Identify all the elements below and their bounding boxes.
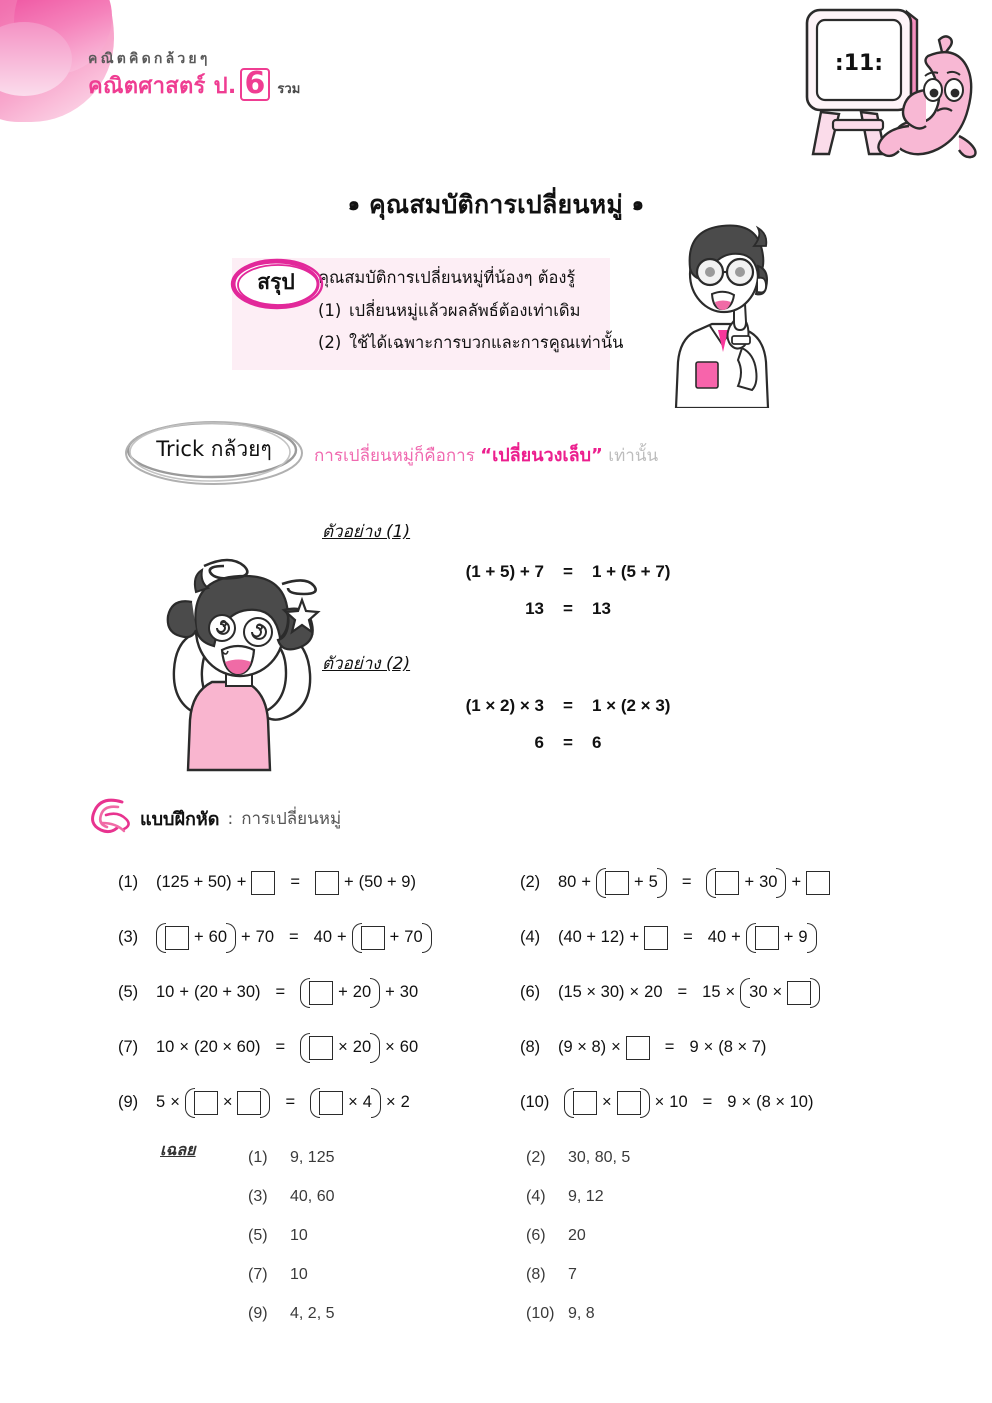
answer-entry (248, 1227, 526, 1245)
answer-row (248, 1216, 880, 1255)
dizzy-girl-illustration (160, 552, 330, 779)
problem-7-num: (7) (118, 1038, 139, 1056)
answer-row (248, 1255, 880, 1294)
operator: × (725, 983, 736, 1001)
answer-blank[interactable] (806, 871, 830, 895)
term: 10 (156, 983, 175, 1001)
banana-mascot-with-whiteboard (799, 4, 984, 181)
problem-row (118, 965, 908, 1020)
summary-badge (228, 258, 324, 310)
paren-group (596, 871, 667, 895)
problem-3-expression (156, 926, 432, 950)
answer-blank[interactable] (715, 871, 739, 895)
summary-item-2-text: ใช้ได้เฉพาะการบวกและการคูณเท่านั้น (349, 333, 624, 352)
operator: × (348, 1093, 358, 1111)
equals-sign: = (275, 983, 286, 1001)
trick-prefix: การเปลี่ยนหมู่ก็คือการ (314, 446, 481, 466)
operator: + (581, 873, 591, 891)
operator: × (703, 1038, 714, 1056)
term: 15 (702, 983, 721, 1001)
paren-group (310, 1091, 381, 1115)
operator: + (338, 983, 348, 1001)
answer-entry (526, 1149, 804, 1167)
summary-item-1-num: (1) (318, 300, 342, 320)
term: 10 (669, 1093, 688, 1111)
example-1-row-1-op: = (563, 562, 573, 581)
answer-value: 9, 8 (568, 1304, 595, 1322)
problem-7 (118, 1036, 520, 1060)
logo-suffix: รวม (277, 82, 301, 98)
exercise-subtitle: การเปลี่ยนหมู่ (241, 809, 342, 829)
summary-item-2-num: (2) (318, 333, 342, 352)
problem-2-num: (2) (520, 873, 541, 891)
paren-group (300, 1036, 380, 1060)
answer-blank[interactable] (319, 1091, 343, 1115)
answer-blank[interactable] (644, 926, 668, 950)
example-1-row-2-op: = (563, 599, 573, 618)
example-1-row-2-left: 13 (525, 599, 544, 618)
answer-blank[interactable] (573, 1091, 597, 1115)
answer-blank[interactable] (251, 871, 275, 895)
answer-entry (526, 1305, 804, 1323)
operator: + (389, 928, 400, 946)
title-ornament-right: ๑ (631, 193, 645, 215)
operator: + (783, 928, 794, 946)
answer-value: 9, 125 (290, 1148, 335, 1166)
term: 10 (156, 1038, 175, 1056)
answer-num: (1) (248, 1148, 268, 1166)
example-2-row-2-right: 6 (592, 733, 602, 752)
problem-row (118, 1075, 908, 1130)
example-1-row-2 (398, 599, 742, 619)
logo-main-row (88, 68, 300, 100)
problem-6 (520, 981, 820, 1005)
answer-key-label: เฉลย (160, 1140, 196, 1159)
answer-key-section (160, 1138, 880, 1333)
answer-entry (526, 1227, 804, 1245)
example-1-label: ตัวอย่าง (1) (322, 522, 411, 542)
exercise-separator: : (227, 808, 234, 829)
equals-sign: = (290, 873, 300, 891)
operator: + (236, 873, 247, 891)
term: 40 (707, 928, 727, 946)
problem-7-expression (156, 1036, 418, 1060)
answer-entry (248, 1266, 526, 1284)
problem-9-num: (9) (118, 1093, 139, 1111)
answer-num: (2) (526, 1148, 546, 1166)
paren-group (300, 981, 380, 1005)
exercise-title: แบบฝึกหัด (140, 809, 220, 830)
operator: × (385, 1038, 395, 1056)
term: 70 (404, 928, 423, 946)
example-2-row-1-right: 1 × (2 × 3) (592, 696, 671, 715)
paren-group (185, 1091, 271, 1115)
paren-group (706, 871, 786, 895)
answer-entry (248, 1188, 526, 1206)
operator: × (741, 1093, 752, 1111)
operator: × (338, 1038, 348, 1056)
summary-section (232, 258, 624, 370)
term: 70 (255, 928, 274, 946)
paren-group (352, 926, 432, 950)
answer-row (248, 1177, 880, 1216)
problem-4-expression (558, 926, 817, 950)
problem-5 (118, 981, 520, 1005)
problem-4-num: (4) (520, 928, 541, 946)
equals-sign: = (702, 1093, 713, 1111)
answer-num: (6) (526, 1226, 546, 1244)
example-2-row-1-op: = (563, 696, 573, 715)
operator: × (611, 1038, 621, 1056)
problem-row (118, 855, 908, 910)
answer-blank[interactable] (315, 871, 339, 895)
term: (20 + 30) (194, 983, 261, 1001)
answer-value: 20 (568, 1226, 586, 1244)
summary-item-2 (318, 333, 624, 352)
term: 40 (313, 928, 332, 946)
operator: × (222, 1093, 233, 1111)
trick-badge-label: Trick กล้วยๆ (156, 436, 272, 461)
answer-row (248, 1138, 880, 1177)
operator: × (654, 1093, 665, 1111)
problem-5-expression (156, 981, 418, 1005)
answer-entry (248, 1149, 526, 1167)
problem-9 (118, 1091, 520, 1115)
brand-logo (88, 52, 300, 101)
answer-value: 30, 80, 5 (568, 1148, 631, 1166)
equals-sign: = (681, 873, 692, 891)
answer-blank[interactable] (165, 926, 189, 950)
term: (15 × 30) (558, 983, 625, 1001)
equals-sign: = (285, 1093, 296, 1111)
boy-character-illustration (666, 212, 792, 413)
operator: + (744, 873, 755, 891)
term: (8 × 7) (718, 1038, 767, 1056)
problem-row (118, 910, 908, 965)
problem-10-num: (10) (520, 1093, 550, 1111)
problem-9-expression (156, 1091, 410, 1115)
term: (8 × 10) (756, 1093, 814, 1111)
example-1-equations (398, 562, 742, 636)
equals-sign: = (683, 928, 693, 946)
operator: × (772, 983, 783, 1001)
answer-blank[interactable] (626, 1036, 650, 1060)
trick-section (118, 416, 659, 490)
paren-group (746, 926, 817, 950)
term: 20 (644, 983, 663, 1001)
problem-6-num: (6) (520, 983, 541, 1001)
answer-value: 7 (568, 1265, 577, 1283)
answer-blank[interactable] (361, 926, 385, 950)
term: 9 (689, 1038, 699, 1056)
example-2-row-2 (398, 733, 742, 753)
operator: × (629, 983, 640, 1001)
paren-group (740, 981, 820, 1005)
example-1-row-2-right: 13 (592, 599, 611, 618)
problem-10-expression (564, 1091, 813, 1115)
answer-num: (10) (526, 1304, 555, 1322)
paren-group (564, 1091, 650, 1115)
example-2-equations (398, 696, 742, 770)
page-title (0, 185, 992, 225)
answer-value: 40, 60 (290, 1187, 335, 1205)
page-title-text: คุณสมบัติการเปลี่ยนหมู่ (369, 190, 623, 219)
logo-tagline: คณิตคิดกล้วยๆ (88, 51, 211, 67)
problem-4 (520, 926, 817, 950)
example-2-row-1-left: (1 × 2) × 3 (465, 696, 544, 715)
operator: + (179, 983, 189, 1001)
problem-8-expression (558, 1036, 766, 1060)
answer-value: 9, 12 (568, 1187, 604, 1205)
problem-2-expression (558, 871, 830, 895)
problem-3 (118, 926, 520, 950)
problem-6-expression (558, 981, 820, 1005)
example-1-row-1 (398, 562, 742, 582)
answer-key-grid (248, 1138, 880, 1333)
operator: × (179, 1038, 189, 1056)
term: (125 + 50) (156, 873, 232, 891)
answer-blank[interactable] (194, 1091, 218, 1115)
logo-grade-badge: 6 (240, 68, 271, 100)
answer-num: (4) (526, 1187, 546, 1205)
operator: + (791, 873, 802, 891)
answer-blank[interactable] (237, 1091, 261, 1115)
term: 80 (558, 873, 577, 891)
answer-value: 10 (290, 1226, 308, 1244)
summary-item-1-text: เปลี่ยนหมู่แล้วผลลัพธ์ต้องเท่าเดิม (349, 300, 581, 320)
term: (40 + 12) (558, 928, 625, 946)
summary-item-1 (318, 300, 600, 320)
term: 30 (759, 873, 778, 891)
answer-blank[interactable] (755, 926, 779, 950)
operator: + (634, 873, 644, 891)
term: 2 (400, 1093, 410, 1111)
term: 9 (798, 928, 808, 946)
term: 5 (156, 1093, 166, 1111)
trick-badge (118, 416, 310, 490)
answer-blank[interactable] (605, 871, 629, 895)
term: 30 (749, 983, 768, 1001)
logo-subject: คณิตศาสตร์ ป. (88, 74, 237, 100)
term: 20 (352, 983, 372, 1001)
example-2-row-2-op: = (563, 733, 573, 752)
operator: + (385, 983, 395, 1001)
exercise-section-header (88, 795, 341, 842)
equals-sign: = (664, 1038, 675, 1056)
answer-entry (526, 1188, 804, 1206)
term: 20 (352, 1038, 372, 1056)
answer-num: (7) (248, 1265, 268, 1283)
answer-num: (3) (248, 1187, 268, 1205)
term: 30 (399, 983, 419, 1001)
answer-value: 4, 2, 5 (290, 1304, 335, 1322)
problem-2 (520, 871, 830, 895)
term: 60 (399, 1038, 419, 1056)
answer-row (248, 1294, 880, 1333)
answer-blank[interactable] (309, 981, 333, 1005)
problem-8 (520, 1036, 766, 1060)
term: (50 + 9) (358, 873, 416, 891)
operator: + (343, 873, 354, 891)
operator: + (629, 928, 640, 946)
trick-highlight: “เปลี่ยนวงเล็บ” (480, 445, 603, 466)
problem-1-num: (1) (118, 873, 139, 891)
term: 5 (648, 873, 658, 891)
problem-5-num: (5) (118, 983, 139, 1001)
operator: + (241, 928, 251, 946)
trick-suffix: เท่านั้น (602, 446, 659, 466)
answer-entry (526, 1266, 804, 1284)
problem-3-num: (3) (118, 928, 139, 946)
equals-sign: = (289, 928, 299, 946)
problems-list (118, 855, 908, 1130)
operator: × (385, 1093, 396, 1111)
problem-8-num: (8) (520, 1038, 541, 1056)
answer-num: (5) (248, 1226, 268, 1244)
problem-row (118, 1020, 908, 1075)
paren-group (156, 926, 236, 950)
swirl-ornament-icon (88, 795, 132, 842)
example-2-row-2-left: 6 (534, 733, 544, 752)
example-2-label: ตัวอย่าง (2) (322, 654, 411, 674)
answer-value: 10 (290, 1265, 308, 1283)
term: 4 (362, 1093, 372, 1111)
term: (20 × 60) (194, 1038, 261, 1056)
operator: + (194, 928, 204, 946)
summary-badge-label: สรุป (257, 269, 295, 294)
problem-1 (118, 871, 520, 895)
term: (9 × 8) (558, 1038, 607, 1056)
trick-text (314, 440, 658, 469)
operator: + (337, 928, 347, 946)
operator: × (602, 1093, 612, 1111)
answer-blank[interactable] (787, 981, 811, 1005)
example-1-row-1-left: (1 + 5) + 7 (465, 562, 544, 581)
operator: × (170, 1093, 180, 1111)
example-2-row-1 (398, 696, 742, 716)
operator: + (731, 928, 741, 946)
equals-sign: = (275, 1038, 286, 1056)
term: 60 (208, 928, 227, 946)
answer-num: (8) (526, 1265, 546, 1283)
summary-heading: คุณสมบัติการเปลี่ยนหมู่ที่น้องๆ ต้องรู้ (318, 268, 576, 287)
answer-entry (248, 1305, 526, 1323)
example-1-row-1-right: 1 + (5 + 7) (592, 562, 671, 581)
whiteboard-page-number: :11: (834, 51, 884, 76)
problem-1-expression (156, 871, 416, 895)
title-ornament-left: ๑ (347, 193, 361, 215)
term: 9 (727, 1093, 737, 1111)
answer-blank[interactable] (309, 1036, 333, 1060)
equals-sign: = (677, 983, 688, 1001)
problem-10 (520, 1091, 813, 1115)
answer-num: (9) (248, 1304, 268, 1322)
answer-blank[interactable] (617, 1091, 641, 1115)
